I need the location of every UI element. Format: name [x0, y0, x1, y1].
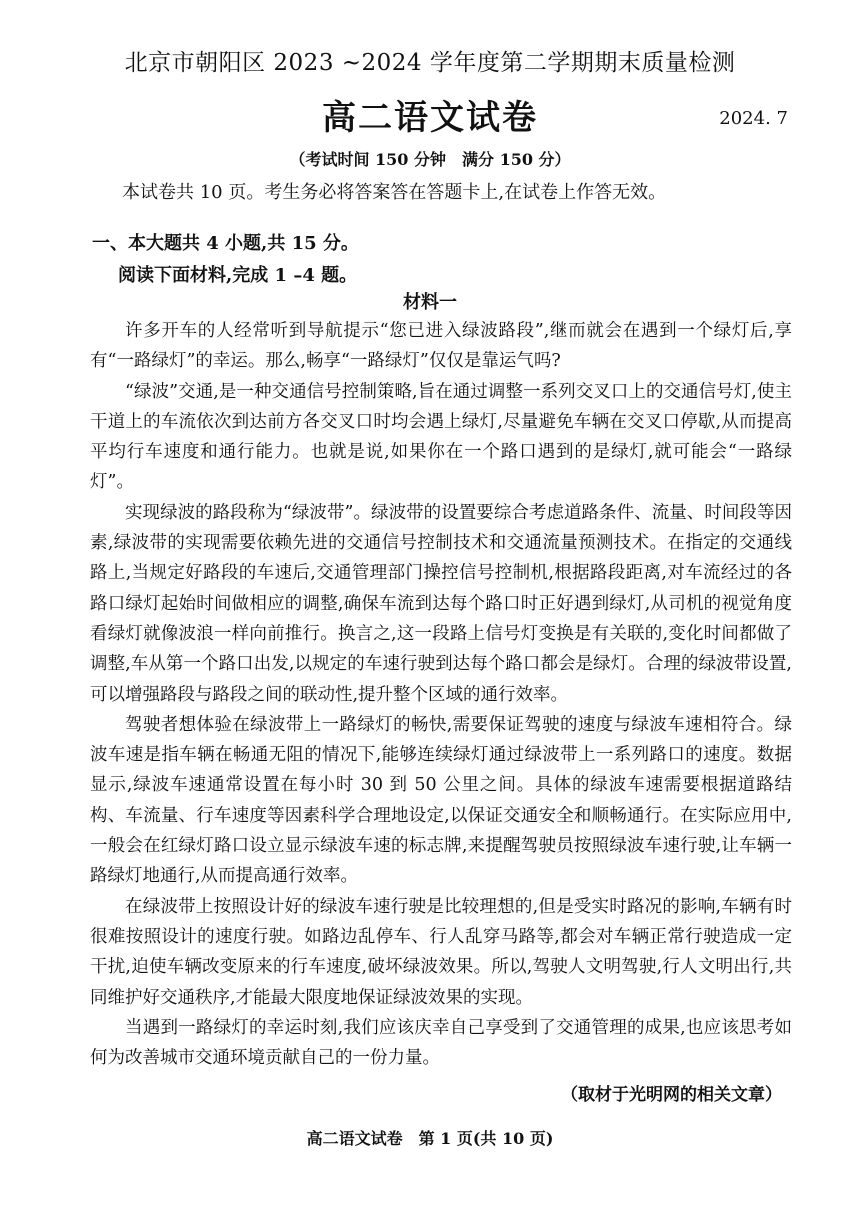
- paragraph: 在绿波带上按照设计好的绿波车速行驶是比较理想的,但是受实时路况的影响,车辆有时很难按照设计的速度行驶。如路边乱停车、行人乱穿马路等,都会对车辆正常行驶造成一定干扰,迫使车辆改变原来的行车速度,破坏绿波效果。所以,驾驶人文明驾驶,行人文明出行,共同维护好交通秩序,才能最大限度地保证绿波效果的实现。: [90, 896, 792, 1008]
- page-title: 高二语文试卷: [322, 98, 538, 138]
- paragraph: “绿波”交通,是一种交通信号控制策略,旨在通过调整一系列交叉口上的交通信号灯,使主干道上的车流依次到达前方各交叉口时均会遇上绿灯,尽量避免车辆在交叉口停歇,从而提高平均行车速度和通行能力。也就是说,如果你在一个路口遇到的是绿灯,就可能会“一路绿灯”。: [90, 381, 792, 493]
- exam-time-info: （考试时间 150 分钟 满分 150 分）: [289, 150, 571, 169]
- paragraph: 当遇到一路绿灯的幸运时刻,我们应该庆幸自己享受到了交通管理的成果,也应该思考如何为改善城市交通环境贡献自己的一份力量。: [90, 1017, 792, 1069]
- material-title: 材料一: [403, 292, 457, 313]
- exam-notice: 本试卷共 10 页。考生务必将答案答在答题卡上,在试卷上作答无效。: [122, 182, 667, 203]
- paragraph: 驾驶者想体验在绿波带上一路绿灯的畅快,需要保证驾驶的速度与绿波车速相符合。绿波车速是指车辆在畅通无阻的情况下,能够连续绿灯通过绿波带上一系列路口的速度。数据显示,绿波车速通常设置在每小时 30 到 50 公里之间。具体的绿波车速需要根据道路结构、车流量、行车速度等因素科学合理地设定,以保证交通安全和顺畅通行。在实际应用中,一般会在红绿灯路口设立显示绿波车速的标志牌,来提醒驾驶员按照绿波车速行驶,让车辆一路绿灯地通行,从而提高通行效率。: [90, 714, 792, 887]
- source-citation: （取材于光明网的相关文章）: [561, 1085, 782, 1105]
- paragraph: 实现绿波的路段称为“绿波带”。绿波带的设置要综合考虑道路条件、流量、时间段等因素,绿波带的实现需要依赖先进的交通信号控制技术和交通流量预测技术。在指定的交通线路上,当规定好路段的车速后,交通管理部门操控信号控制机,根据路段距离,对车流经过的各路口绿灯起始时间做相应的调整,确保车流到达每个路口时正好遇到绿灯,从司机的视觉角度看绿灯就像波浪一样向前推行。换言之,这一段路上信号灯变换是有关联的,变化时间都做了调整,车从第一个路口出发,以规定的车速行驶到达每个路口都会是绿灯。合理的绿波带设置,可以增强路段与路段之间的联动性,提升整个区域的通行效率。: [90, 502, 792, 705]
- section-heading: 一、本大题共 4 小题,共 15 分。: [92, 233, 359, 254]
- section-instruction: 阅读下面材料,完成 1 –4 题。: [118, 265, 358, 286]
- exam-header-title: 北京市朝阳区 2023 ~2024 学年度第二学期期末质量检测: [124, 50, 736, 76]
- paragraph: 许多开车的人经常听到导航提示“您已进入绿波路段”,继而就会在遇到一个绿灯后,享有“一路绿灯”的幸运。那么,畅享“一路绿灯”仅仅是靠运气吗?: [90, 321, 792, 372]
- exam-date: 2024. 7: [719, 108, 788, 129]
- page-footer: 高二语文试卷 第 1 页(共 10 页): [306, 1129, 554, 1148]
- material-body: [90, 316, 792, 1073]
